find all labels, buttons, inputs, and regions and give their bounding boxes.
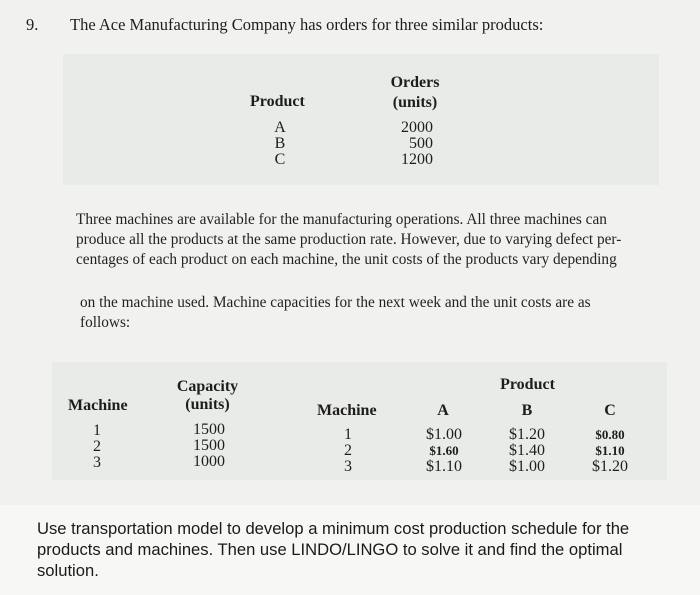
capacity-cost-panel xyxy=(52,362,667,480)
cost-column-header-b: B xyxy=(521,402,533,419)
instruction-line: solution. xyxy=(37,561,99,580)
orders-header-orders xyxy=(380,73,450,113)
orders-product-cell: A xyxy=(274,119,286,136)
orders-table-panel xyxy=(63,54,659,185)
cost-header-machine: Machine xyxy=(317,402,377,419)
cost-c-column xyxy=(584,427,636,475)
cost-a-column xyxy=(418,427,470,475)
cost-machine-cell: 1 xyxy=(344,426,352,443)
orders-product-cell: B xyxy=(274,135,286,152)
orders-product-column xyxy=(270,120,290,168)
orders-header-product: Product xyxy=(250,93,305,110)
cost-b-cell: $1.40 xyxy=(509,442,545,459)
paragraph-capacities xyxy=(80,293,680,333)
capacity-header-machine: Machine xyxy=(68,397,128,414)
instruction-line: Use transportation model to develop a minimum cost production schedule for the xyxy=(37,519,630,538)
capacity-header-line1: Capacity xyxy=(176,378,239,395)
orders-header-orders-line2: (units) xyxy=(392,94,438,111)
cost-b-column xyxy=(501,427,553,475)
orders-product-cell: C xyxy=(274,151,286,168)
orders-header-orders-line1: Orders xyxy=(390,74,440,91)
orders-units-cell: 2000 xyxy=(401,119,433,136)
cost-column-header-a: A xyxy=(437,402,449,419)
instruction-text xyxy=(0,505,700,595)
orders-units-cell: 500 xyxy=(409,135,433,152)
capacity-units-cell: 1500 xyxy=(193,421,225,438)
orders-units-cell: 1200 xyxy=(401,151,433,168)
cost-a-cell: $1.60 xyxy=(429,443,459,458)
paragraph-machines xyxy=(76,210,676,270)
cost-header-product: Product xyxy=(500,376,555,393)
capacity-units-cell: 1500 xyxy=(193,437,225,454)
capacity-machine-column xyxy=(87,423,107,471)
question-text: The Ace Manufacturing Company has orders for three similar products: xyxy=(70,15,544,34)
cost-a-cell: $1.10 xyxy=(426,458,462,475)
cost-c-cell: $1.20 xyxy=(592,458,628,475)
paragraph-line: centages of each product on each machine, the unit costs of the products vary depending xyxy=(76,251,617,268)
question-heading xyxy=(26,15,543,35)
capacity-header-line2: (units) xyxy=(185,396,230,413)
cost-column-header-c: C xyxy=(604,402,616,419)
capacity-machine-cell: 1 xyxy=(93,422,101,439)
cost-machine-column xyxy=(338,427,358,475)
cost-a-cell: $1.00 xyxy=(426,426,462,443)
paragraph-line: on the machine used. Machine capacities for the next week and the unit costs are as xyxy=(80,294,591,311)
capacity-units-column xyxy=(185,422,233,470)
cost-b-cell: $1.20 xyxy=(509,426,545,443)
capacity-machine-cell: 2 xyxy=(93,438,101,455)
capacity-machine-cell: 3 xyxy=(93,454,101,471)
paragraph-line: produce all the products at the same production rate. However, due to varying defect per- xyxy=(76,231,622,248)
orders-units-column xyxy=(385,120,433,168)
paragraph-line: Three machines are available for the manufacturing operations. All three machines can xyxy=(76,211,607,228)
cost-b-cell: $1.00 xyxy=(509,458,545,475)
instruction-line: products and machines. Then use LINDO/LINGO to solve it and find the optimal xyxy=(37,540,623,559)
cost-machine-cell: 2 xyxy=(344,442,352,459)
question-number: 9. xyxy=(26,15,39,34)
cost-c-cell: $0.80 xyxy=(595,427,625,442)
capacity-units-cell: 1000 xyxy=(193,453,225,470)
cost-c-cell: $1.10 xyxy=(595,443,625,458)
capacity-header-capacity xyxy=(170,378,245,414)
paragraph-line: follows: xyxy=(80,314,131,331)
cost-machine-cell: 3 xyxy=(344,458,352,475)
